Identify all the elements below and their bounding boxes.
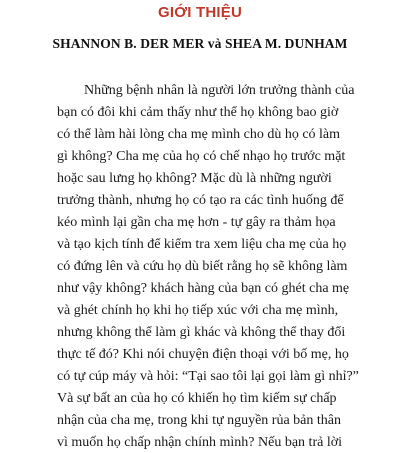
paragraph-line: trưởng thành, nhưng họ có tạo ra các tình huống để (57, 193, 344, 208)
paragraph-line: và tạo kịch tính để kiểm tra xem liệu cha mẹ của họ (57, 237, 347, 252)
chapter-heading: GIỚI THIỆU (158, 4, 242, 21)
paragraph-line: kéo mình lại gần cha mẹ hơn - tự gây ra thảm họa (57, 215, 336, 230)
paragraph-line: thực tế đó? Khi nói chuyện điện thoại với bố mẹ, họ (57, 347, 349, 362)
paragraph-line: nhưng không thể làm gì khác và không thể thay đổi (57, 325, 346, 340)
paragraph-line: có thể làm hài lòng cha mẹ mình cho dù họ có làm (57, 127, 341, 142)
paragraph-line: nhận của cha mẹ, trong khi tự nguyền rủa bản thân (57, 413, 341, 428)
paragraph-line: Những bệnh nhân là người lớn trưởng thành của (84, 83, 355, 98)
paragraph-line: bạn có đôi khi cảm thấy như thể họ không bao giờ (57, 105, 339, 120)
paragraph-line: có đứng lên và cứu họ dù biết rằng họ sẽ không làm (57, 259, 348, 274)
paragraph-line: hoặc sau lưng họ không? Mặc dù là những người (57, 171, 332, 186)
authors-line: SHANNON B. DER MER và SHEA M. DUNHAM (52, 36, 348, 51)
paragraph-line: vì muốn họ chấp nhận chính mình? Nếu bạn trả lời (57, 435, 343, 450)
paragraph-line: có tự cúp máy và hỏi: “Tại sao tôi lại gọi làm gì nhỉ?” (57, 369, 359, 384)
paragraph-line: gì không? Cha mẹ của họ có chế nhạo họ trước mặt (57, 149, 346, 164)
paragraph-line: như vậy không? khách hàng của bạn có ghét cha mẹ (57, 281, 350, 296)
paragraph-line: Và sự bất an của họ có khiến họ tìm kiếm sự chấp (57, 391, 337, 406)
paragraph-line: và ghét chính họ khi họ tiếp xúc với cha mẹ mình, (57, 303, 339, 318)
